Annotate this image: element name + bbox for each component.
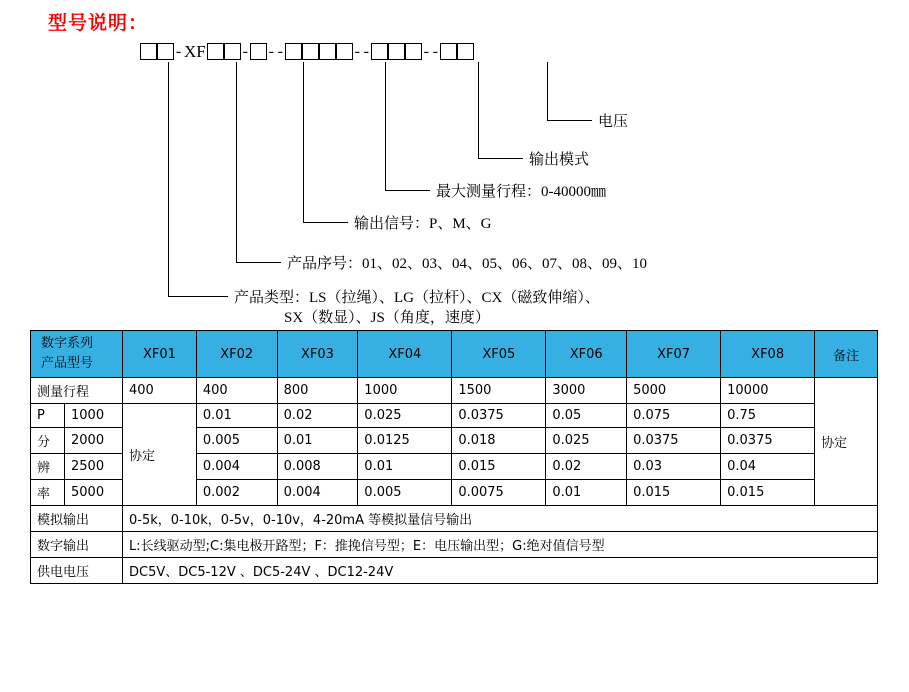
cell-res-2500-xf03: 0.008	[277, 454, 358, 480]
cell-res-2000-xf07: 0.0375	[627, 428, 721, 454]
code-dash: -	[268, 42, 274, 60]
cell-range-xf03: 800	[277, 378, 358, 404]
row-label-resolution-char-fen: 分	[31, 428, 65, 454]
cell-resolution-sub-2000: 2000	[65, 428, 123, 454]
cell-res-2500-xf04: 0.01	[358, 454, 452, 480]
code-box	[140, 43, 157, 60]
cell-res-2500-xf07: 0.03	[627, 454, 721, 480]
cell-range-xf08: 10000	[721, 378, 815, 404]
cell-digital-output-value: L:长线驱动型;C:集电极开路型；F：推挽信号型；E：电压输出型；G:绝对值信号型	[123, 532, 878, 558]
leader-line-output-signal-vertical	[303, 62, 304, 222]
cell-range-xf07: 5000	[627, 378, 721, 404]
cell-resolution-sub-1000: 1000	[65, 404, 123, 428]
code-group-range	[285, 43, 353, 60]
code-group-serial	[207, 43, 241, 60]
header-cell-xf01: XF01	[123, 331, 197, 378]
code-xf-label: XF	[184, 41, 206, 61]
leader-line-output-signal-horizontal	[303, 222, 348, 223]
code-group-output-mode	[371, 43, 422, 60]
code-box	[371, 43, 388, 60]
row-label-measuring-range: 测量行程	[31, 378, 123, 404]
row-label-analog-output: 模拟输出	[31, 506, 123, 532]
cell-range-xf02: 400	[196, 378, 277, 404]
cell-res-2000-xf03: 0.01	[277, 428, 358, 454]
callout-output-signal: 输出信号：P、M、G	[354, 216, 492, 232]
header-cell-xf05: XF05	[452, 331, 546, 378]
cell-res-2000-xf06: 0.025	[546, 428, 627, 454]
code-box	[207, 43, 224, 60]
cell-resolution-sub-2500: 2500	[65, 454, 123, 480]
code-box	[224, 43, 241, 60]
callout-output-mode: 输出模式	[529, 152, 590, 168]
leader-line-product-serial-vertical	[236, 62, 237, 262]
cell-res-2000-xf02: 0.005	[196, 428, 277, 454]
cell-res-1000-xf06: 0.05	[546, 404, 627, 428]
callout-max-range: 最大测量行程：0-40000㎜	[436, 184, 606, 200]
header-cell-xf03: XF03	[277, 331, 358, 378]
callout-voltage: 电压	[598, 114, 629, 130]
cell-res-1000-xf04: 0.025	[358, 404, 452, 428]
table-row-supply-voltage	[31, 558, 878, 584]
cell-range-xf01: 400	[123, 378, 197, 404]
page-title: 型号说明：	[48, 12, 149, 34]
code-group-type	[140, 43, 174, 60]
row-label-resolution-char-p: P	[31, 404, 65, 428]
table-row-measuring-range	[31, 378, 878, 404]
callout-product-type-line1: 产品类型：LS（拉绳）、LG（拉杆）、CX（磁致伸缩）、	[234, 290, 600, 306]
cell-res-5000-xf02: 0.002	[196, 480, 277, 506]
cell-res-1000-xf02: 0.01	[196, 404, 277, 428]
leader-line-output-mode-horizontal	[478, 158, 523, 159]
header-line2: 产品型号	[41, 356, 94, 372]
cell-res-2000-xf05: 0.018	[452, 428, 546, 454]
leader-line-product-type-vertical	[168, 62, 169, 296]
header-cell-xf07: XF07	[627, 331, 721, 378]
header-cell-xf06: XF06	[546, 331, 627, 378]
cell-res-1000-xf08: 0.75	[721, 404, 815, 428]
header-cell-xf02: XF02	[196, 331, 277, 378]
cell-res-5000-xf05: 0.0075	[452, 480, 546, 506]
code-box	[285, 43, 302, 60]
cell-res-2000-xf08: 0.0375	[721, 428, 815, 454]
code-group-voltage	[440, 43, 474, 60]
code-box	[319, 43, 336, 60]
code-box	[157, 43, 174, 60]
callout-product-serial: 产品序号：01、02、03、04、05、06、07、08、09、10	[287, 256, 648, 272]
code-box	[336, 43, 353, 60]
code-dash: -	[242, 42, 248, 60]
code-dash: -	[432, 42, 438, 60]
cell-supply-voltage-value: DC5V、DC5-12V 、DC5-24V 、DC12-24V	[123, 558, 878, 584]
cell-range-xf06: 3000	[546, 378, 627, 404]
cell-resolution-xf01-agreement: 协定	[123, 404, 197, 506]
leader-line-max-range-vertical	[385, 62, 386, 190]
cell-res-2500-xf08: 0.04	[721, 454, 815, 480]
row-label-resolution-char-lv: 率	[31, 480, 65, 506]
leader-line-voltage-vertical	[547, 62, 548, 120]
table-row-resolution-1000	[31, 404, 878, 428]
code-dash: -	[354, 42, 360, 60]
cell-resolution-sub-5000: 5000	[65, 480, 123, 506]
cell-res-5000-xf06: 0.01	[546, 480, 627, 506]
leader-line-product-serial-horizontal	[236, 262, 281, 263]
cell-res-5000-xf03: 0.004	[277, 480, 358, 506]
cell-res-1000-xf03: 0.02	[277, 404, 358, 428]
leader-line-product-type-horizontal	[168, 296, 228, 297]
cell-res-2500-xf02: 0.004	[196, 454, 277, 480]
cell-range-xf04: 1000	[358, 378, 452, 404]
leader-line-max-range-horizontal	[385, 190, 430, 191]
model-code-line	[140, 40, 474, 62]
cell-analog-output-value: 0-5k，0-10k，0-5v，0-10v，4-20mA 等模拟量信号输出	[123, 506, 878, 532]
code-box	[250, 43, 267, 60]
code-dash: -	[277, 42, 283, 60]
cell-remark-agreement: 协定	[815, 378, 878, 506]
row-label-supply-voltage: 供电电压	[31, 558, 123, 584]
table-row-digital-output	[31, 532, 878, 558]
code-box	[405, 43, 422, 60]
header-cell-xf04: XF04	[358, 331, 452, 378]
row-label-resolution-char-bian: 辨	[31, 454, 65, 480]
row-label-digital-output: 数字输出	[31, 532, 123, 558]
table-row-analog-output	[31, 506, 878, 532]
cell-res-2500-xf06: 0.02	[546, 454, 627, 480]
cell-res-1000-xf07: 0.075	[627, 404, 721, 428]
code-dash: -	[175, 42, 182, 60]
cell-range-xf05: 1500	[452, 378, 546, 404]
specification-table	[30, 330, 878, 584]
leader-line-output-mode-vertical	[478, 62, 479, 158]
header-cell-product-model	[31, 331, 123, 378]
code-group-signal	[250, 43, 267, 60]
code-dash: -	[363, 42, 369, 60]
leader-line-voltage-horizontal	[547, 120, 592, 121]
code-box	[302, 43, 319, 60]
code-box	[457, 43, 474, 60]
header-line1: 数字系列	[41, 336, 94, 351]
cell-res-5000-xf04: 0.005	[358, 480, 452, 506]
code-box	[388, 43, 405, 60]
table-header-row	[31, 331, 878, 378]
cell-res-5000-xf07: 0.015	[627, 480, 721, 506]
cell-res-5000-xf08: 0.015	[721, 480, 815, 506]
code-box	[440, 43, 457, 60]
header-cell-xf08: XF08	[721, 331, 815, 378]
cell-res-2000-xf04: 0.0125	[358, 428, 452, 454]
cell-res-1000-xf05: 0.0375	[452, 404, 546, 428]
callout-product-type-line2: SX（数显）、JS（角度，速度）	[284, 310, 490, 326]
header-cell-remark: 备注	[815, 331, 878, 378]
cell-res-2500-xf05: 0.015	[452, 454, 546, 480]
code-dash: -	[423, 42, 429, 60]
